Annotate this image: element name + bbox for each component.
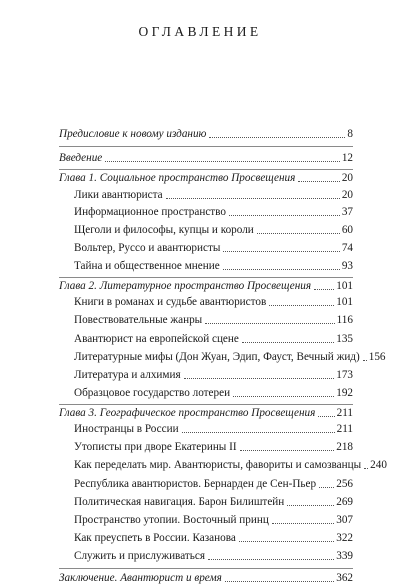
toc-subentry	[74, 548, 353, 564]
toc-entry-label: Служить и прислуживаться	[74, 550, 205, 562]
toc-subentry	[74, 240, 353, 256]
toc-chapter-label: Глава 1. Социальное пространство Просвещения	[59, 172, 296, 184]
toc-entry-label: Лики авантюриста	[74, 189, 163, 201]
toc-entry-label: Информационное пространство	[74, 206, 226, 218]
toc-entry-label: Щеголи и философы, купцы и короли	[74, 224, 254, 236]
toc-entry-page: 135	[336, 333, 353, 345]
toc-entry-page: 37	[341, 206, 353, 218]
dot-leader	[318, 415, 334, 417]
dot-leader	[269, 304, 334, 306]
toc-entry-label: Литература и алхимия	[74, 369, 181, 381]
toc-entry-page: 362	[336, 572, 353, 584]
dot-leader	[298, 180, 339, 182]
dot-leader	[319, 486, 334, 488]
toc-entry-page: 269	[336, 496, 353, 508]
page-title: ОГЛАВЛЕНИЕ	[138, 24, 262, 39]
toc-entry-label: Заключение. Авантюрист и время	[59, 572, 222, 584]
toc-entry-label: Как переделать мир. Авантюристы, фавориты и самозванцы	[74, 459, 362, 471]
toc-entry-page: 12	[341, 152, 353, 164]
toc-entry-label: Республика авантюристов. Бернарден де Сен-Пьер	[74, 478, 317, 490]
dot-leader	[240, 449, 335, 451]
toc-chapter-label: Глава 2. Литературное пространство Просвещения	[59, 280, 312, 292]
toc-subentry	[74, 204, 353, 220]
dot-leader	[314, 288, 334, 290]
toc-entry-page: 74	[341, 242, 353, 254]
dot-leader	[223, 250, 339, 252]
toc-entry-label: Пространство утопии. Восточный принц	[74, 514, 269, 526]
dot-leader	[208, 558, 334, 560]
toc-entry-page: 192	[336, 387, 353, 399]
toc-entry-label: Повествовательные жанры	[74, 314, 203, 326]
divider	[59, 146, 353, 147]
toc-entry-page: 8	[347, 128, 353, 140]
dot-leader	[364, 467, 368, 469]
toc-entry-page: 322	[336, 532, 353, 544]
toc-subentry	[74, 187, 353, 203]
toc-entry-page: 156	[368, 351, 386, 363]
toc-entry-label: Тайна и общественное мнение	[74, 260, 220, 272]
dot-leader	[229, 214, 340, 216]
dot-leader	[242, 341, 334, 343]
toc-entry-page: 307	[336, 514, 353, 526]
toc-subentry	[74, 512, 353, 528]
dot-leader	[239, 540, 334, 542]
toc-entry-page: 256	[336, 478, 353, 490]
dot-leader	[105, 160, 340, 162]
toc-subentry	[74, 367, 353, 383]
dot-leader	[205, 322, 334, 324]
toc-chapter-1	[59, 170, 353, 186]
dot-leader	[182, 431, 335, 433]
toc-subentry	[74, 476, 353, 492]
toc-entry-label: Образцовое государство лотереи	[74, 387, 231, 399]
toc-subentry	[74, 331, 353, 347]
toc-subentry	[74, 294, 353, 310]
toc-subentry	[74, 494, 353, 510]
dot-leader	[363, 359, 367, 361]
toc-entry-page: 60	[341, 224, 353, 236]
toc-entry-page: 101	[336, 280, 353, 292]
toc-entry-page: 211	[336, 407, 353, 419]
toc-entry-page: 218	[336, 441, 353, 453]
dot-leader	[184, 377, 335, 379]
toc-subentry	[74, 222, 353, 238]
dot-leader	[225, 580, 334, 582]
dot-leader	[233, 395, 334, 397]
toc-entry-page: 339	[336, 550, 353, 562]
toc-entry-page: 173	[336, 369, 353, 381]
toc-subentry	[74, 349, 386, 365]
toc-entry-page: 93	[341, 260, 353, 272]
toc-entry-label: Политическая навигация. Барон Билиштейн	[74, 496, 285, 508]
toc-subentry	[74, 530, 353, 546]
toc-chapter-3	[59, 405, 353, 421]
toc-entry-label: Предисловие к новому изданию	[59, 128, 207, 140]
toc-entry-label: Утописты при дворе Екатерины II	[74, 441, 237, 453]
toc-entry-page: 240	[370, 459, 387, 471]
toc-entry-page: 20	[341, 172, 353, 184]
toc-subentry	[74, 312, 353, 328]
toc-subentry	[74, 385, 353, 401]
toc-entry-intro	[59, 150, 353, 166]
toc-entry-label: Введение	[59, 152, 103, 164]
toc-entry-label: Книги в романах и судьбе авантюристов	[74, 296, 267, 308]
toc-entry-label: Вольтер, Руссо и авантюристы	[74, 242, 221, 254]
toc-entry-label: Иностранцы в России	[74, 423, 179, 435]
toc-entry-conclusion	[59, 570, 353, 586]
toc-subentry	[74, 457, 387, 473]
toc-entry-page: 211	[336, 423, 353, 435]
toc-entry-label: Авантюрист на европейской сцене	[74, 333, 239, 345]
toc-chapter-2	[59, 278, 353, 294]
dot-leader	[257, 232, 340, 234]
toc-entry-page: 116	[336, 314, 353, 326]
toc-subentry	[74, 421, 353, 437]
toc-entry-preface	[59, 126, 353, 142]
dot-leader	[287, 504, 334, 506]
dot-leader	[272, 522, 334, 524]
toc-subentry	[74, 258, 353, 274]
toc-entry-page: 20	[341, 189, 353, 201]
dot-leader	[166, 197, 340, 199]
dot-leader	[223, 268, 340, 270]
toc-chapter-label: Глава 3. Географическое пространство Просвещения	[59, 407, 316, 419]
toc-entry-label: Литературные мифы (Дон Жуан, Эдип, Фауст, Вечный жид)	[74, 351, 360, 363]
toc-entry-page: 101	[336, 296, 353, 308]
dot-leader	[209, 136, 345, 138]
toc-subentry	[74, 439, 353, 455]
divider	[59, 568, 353, 569]
toc-entry-label: Как преуспеть в России. Казанова	[74, 532, 236, 544]
